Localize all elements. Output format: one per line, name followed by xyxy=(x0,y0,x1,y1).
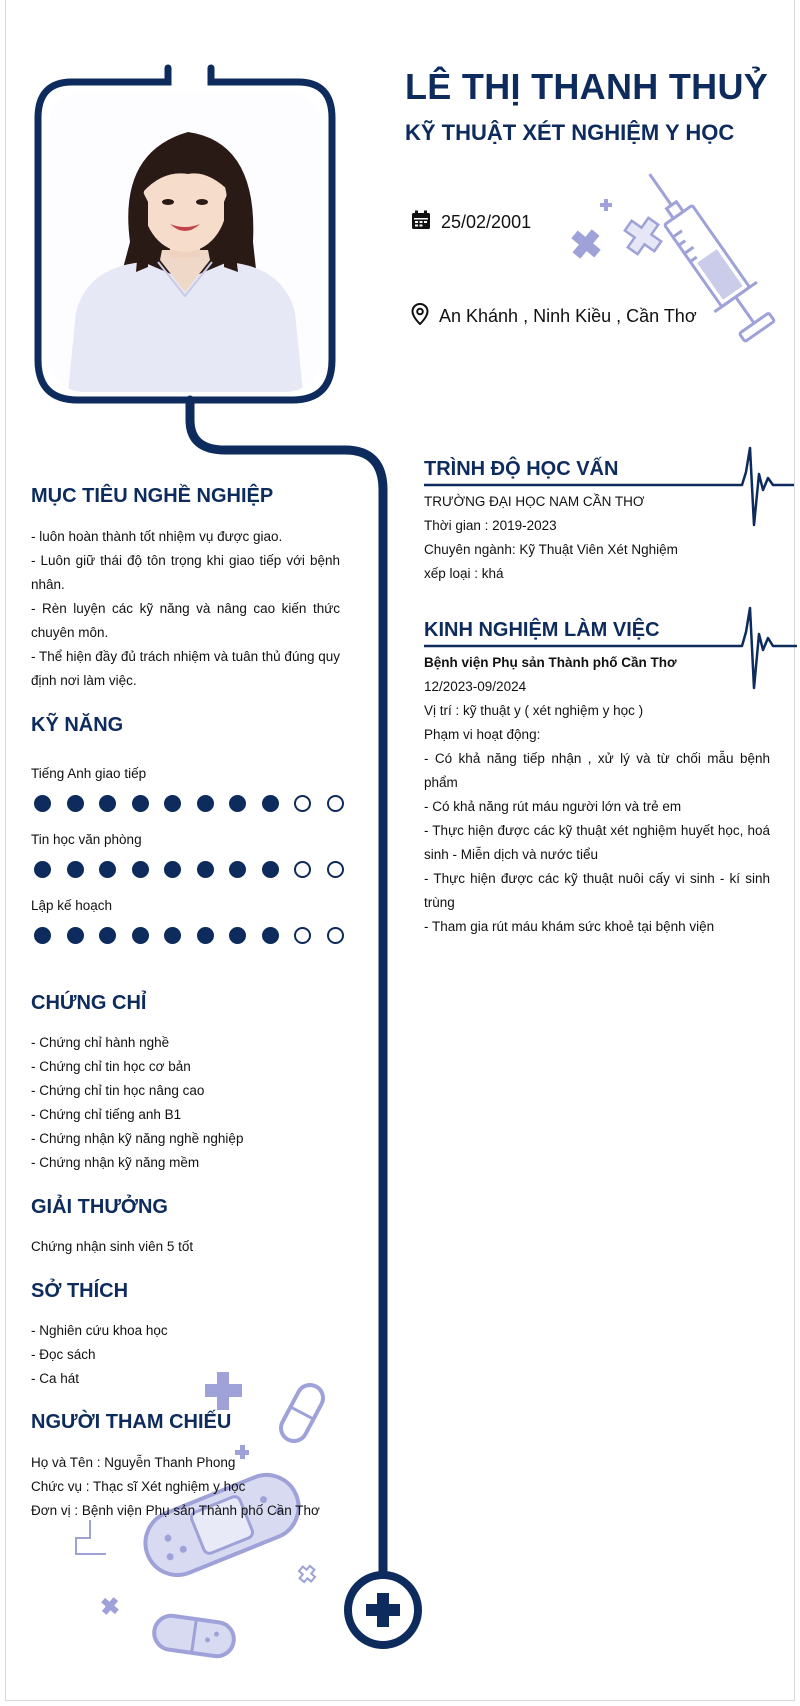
medical-cross-icon xyxy=(296,1563,319,1586)
certificates-list xyxy=(31,1031,340,1175)
objective-text xyxy=(31,525,340,693)
experience-duty: - Có khả năng tiếp nhận , xử lý và từ chối mẫu bệnh phẩm xyxy=(424,751,770,790)
references-info xyxy=(31,1451,371,1523)
birthdate: 25/02/2001 xyxy=(441,212,532,232)
rating-dot-filled xyxy=(67,861,84,878)
skill-name: Lập kế hoạch xyxy=(31,898,113,913)
rating-dot-filled xyxy=(229,795,246,812)
full-name: LÊ THỊ THANH THUỶ xyxy=(405,66,769,107)
rating-dot-filled xyxy=(197,795,214,812)
rating-dot-filled xyxy=(197,927,214,944)
hobby-item: - Đọc sách xyxy=(31,1347,96,1362)
experience-title: KINH NGHIỆM LÀM VIỆC xyxy=(424,619,660,641)
experience-period: 12/2023-09/2024 xyxy=(424,679,527,694)
avatar xyxy=(48,92,322,392)
certificate-item: - Chứng chỉ hành nghề xyxy=(31,1035,170,1050)
certificates-title: CHỨNG CHỈ xyxy=(31,992,147,1014)
skills-title: KỸ NĂNG xyxy=(31,714,124,736)
skill-rating xyxy=(34,927,359,944)
experience-info xyxy=(424,651,770,939)
job-title: KỸ THUẬT XÉT NGHIỆM Y HỌC xyxy=(405,120,735,145)
objective-line: - Rèn luyện các kỹ năng và nâng cao kiến thức chuyên môn. xyxy=(31,601,340,640)
objective-line: - luôn hoàn thành tốt nhiệm vụ được giao. xyxy=(31,529,283,544)
objective-title: MỤC TIÊU NGHỀ NGHIỆP xyxy=(31,485,274,507)
education-info xyxy=(424,490,770,586)
rating-dot-empty xyxy=(327,795,344,812)
rating-dot-filled xyxy=(34,795,51,812)
skill-rating xyxy=(34,795,359,812)
reference-workplace: Đơn vị : Bệnh viện Phụ sản Thành phố Cần Thơ xyxy=(31,1503,320,1518)
medical-cross-icon xyxy=(565,199,612,265)
rating-dot-filled xyxy=(132,927,149,944)
experience-duty: - Thực hiện được các kỹ thuật xét nghiệm huyết học, hoá sinh - Miễn dịch và nước tiểu xyxy=(424,823,770,862)
references-title: NGƯỜI THAM CHIẾU xyxy=(31,1411,232,1433)
medical-cross-icon xyxy=(76,1520,106,1554)
rating-dot-filled xyxy=(262,927,279,944)
birthdate-row xyxy=(411,210,531,235)
rating-dot-filled xyxy=(132,861,149,878)
address-row xyxy=(411,303,697,330)
skill-name: Tiếng Anh giao tiếp xyxy=(31,766,147,781)
certificate-item: - Chứng chỉ tin học nâng cao xyxy=(31,1083,205,1098)
rating-dot-filled xyxy=(229,861,246,878)
certificate-item: - Chứng chỉ tin học cơ bản xyxy=(31,1059,191,1074)
rating-dot-filled xyxy=(99,927,116,944)
education-major: Chuyên ngành: Kỹ Thuật Viên Xét Nghiệm xyxy=(424,542,678,557)
hobbies-title: SỞ THÍCH xyxy=(31,1280,129,1302)
rating-dot-filled xyxy=(164,795,181,812)
rating-dot-filled xyxy=(164,861,181,878)
objective-line: - Thể hiện đầy đủ trách nhiệm và tuân thủ đúng quy định nơi làm việc. xyxy=(31,649,340,688)
rating-dot-filled xyxy=(132,795,149,812)
pill-icon xyxy=(152,1614,236,1659)
rating-dot-empty xyxy=(294,795,311,812)
experience-duty: - Có khả năng rút máu người lớn và trẻ em xyxy=(424,799,682,814)
medical-cross-icon xyxy=(348,1575,418,1645)
rating-dot-filled xyxy=(34,861,51,878)
certificate-item: - Chứng nhận kỹ năng mềm xyxy=(31,1155,200,1170)
rating-dot-filled xyxy=(229,927,246,944)
awards-list xyxy=(31,1235,340,1259)
rating-dot-empty xyxy=(294,861,311,878)
rating-dot-filled xyxy=(34,927,51,944)
skill-name: Tin học văn phòng xyxy=(31,832,142,847)
rating-dot-filled xyxy=(99,861,116,878)
rating-dot-filled xyxy=(262,861,279,878)
skill-rating xyxy=(34,861,359,878)
rating-dot-filled xyxy=(164,927,181,944)
hobbies-list xyxy=(31,1319,340,1391)
rating-dot-filled xyxy=(197,861,214,878)
award-item: Chứng nhận sinh viên 5 tốt xyxy=(31,1239,194,1254)
experience-duty: - Tham gia rút máu khám sức khoẻ tại bệnh viện xyxy=(424,919,715,934)
experience-company: Bệnh viện Phụ sản Thành phố Cần Thơ xyxy=(424,655,677,670)
rating-dot-filled xyxy=(67,927,84,944)
hobby-item: - Nghiên cứu khoa học xyxy=(31,1323,168,1338)
education-title: TRÌNH ĐỘ HỌC VẤN xyxy=(424,458,619,480)
rating-dot-filled xyxy=(67,795,84,812)
medical-cross-icon xyxy=(618,211,668,261)
education-period: Thời gian : 2019-2023 xyxy=(424,518,557,533)
education-grade: xếp loại : khá xyxy=(424,566,504,581)
rating-dot-filled xyxy=(99,795,116,812)
portrait-photo xyxy=(48,92,322,392)
experience-duty: - Thực hiện được các kỹ thuật nuôi cấy vi sinh - kí sinh trùng xyxy=(424,871,770,910)
reference-name: Họ và Tên : Nguyễn Thanh Phong xyxy=(31,1455,236,1470)
location-pin-icon xyxy=(411,303,429,330)
rating-dot-empty xyxy=(327,927,344,944)
certificate-item: - Chứng nhận kỹ năng nghề nghiệp xyxy=(31,1131,244,1146)
awards-title: GIẢI THƯỞNG xyxy=(31,1196,168,1218)
rating-dot-empty xyxy=(294,927,311,944)
objective-line: - Luôn giữ thái độ tôn trọng khi giao tiếp với bệnh nhân. xyxy=(31,553,340,592)
rating-dot-filled xyxy=(262,795,279,812)
reference-position: Chức vụ : Thạc sĩ Xét nghiệm y học xyxy=(31,1479,246,1494)
certificate-item: - Chứng chỉ tiếng anh B1 xyxy=(31,1107,182,1122)
address: An Khánh , Ninh Kiều , Cần Thơ xyxy=(439,306,697,326)
education-school: TRƯỜNG ĐẠI HỌC NAM CẦN THƠ xyxy=(424,494,645,509)
hobby-item: - Ca hát xyxy=(31,1371,80,1386)
experience-position: Vị trí : kỹ thuật y ( xét nghiệm y học ) xyxy=(424,703,644,718)
rating-dot-empty xyxy=(327,861,344,878)
experience-scope-label: Phạm vi hoạt động: xyxy=(424,727,541,742)
calendar-icon xyxy=(411,210,431,235)
